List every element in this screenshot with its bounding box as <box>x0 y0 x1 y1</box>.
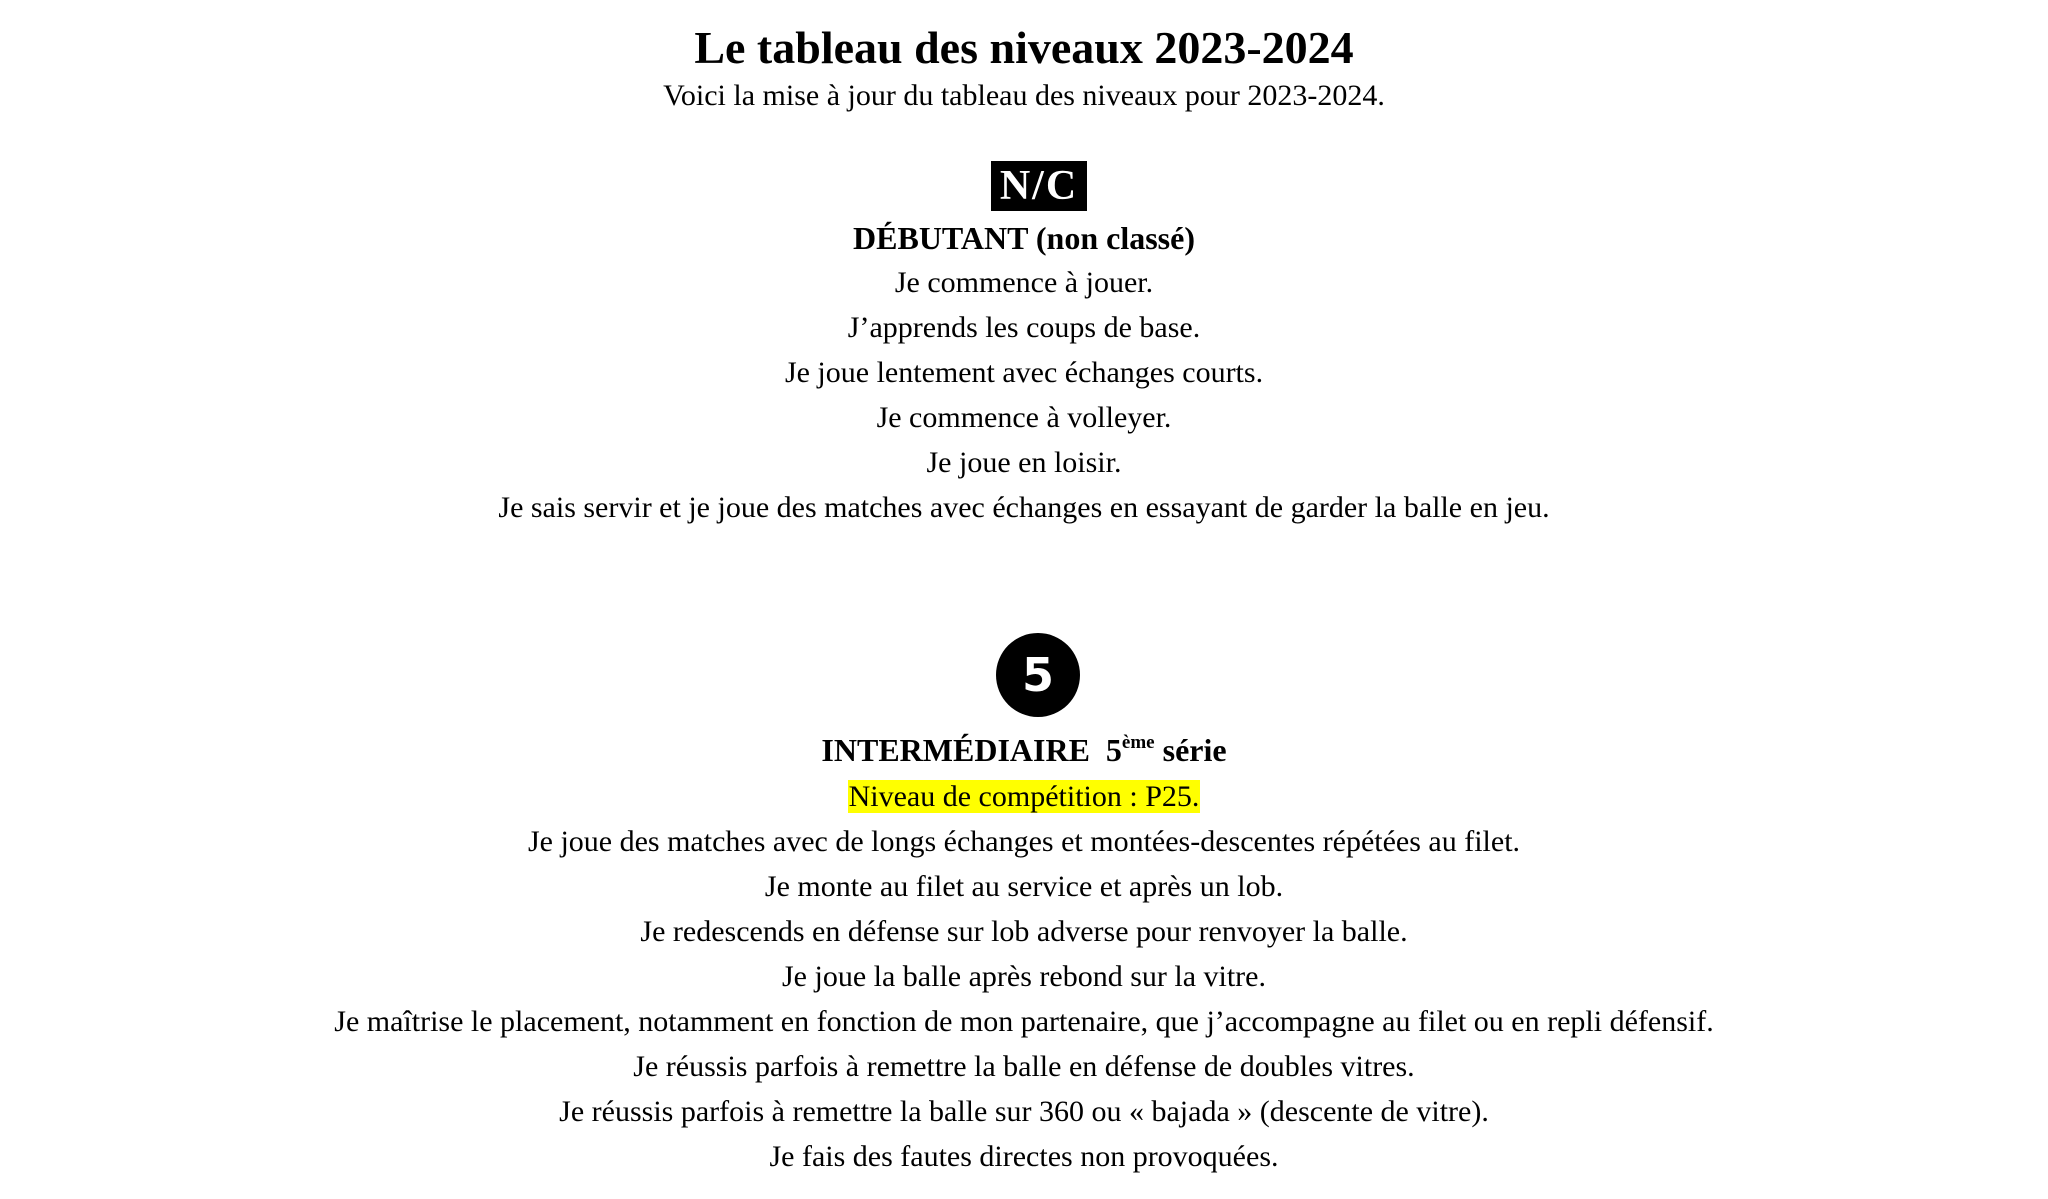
list-item: Je commence à jouer. <box>894 266 1154 299</box>
level-description-intermediaire <box>0 774 2048 1179</box>
level-heading-label: INTERMÉDIAIRE <box>821 732 1090 768</box>
list-item: Je joue des matches avec de longs échanges et montées-descentes répétées au filet. <box>527 825 1521 858</box>
page-subtitle: Voici la mise à jour du tableau des niveaux pour 2023-2024. <box>663 79 1385 112</box>
list-item: Je réussis parfois à remettre la balle sur 360 ou « bajada » (descente de vitre). <box>559 1095 1489 1128</box>
list-item: Je joue la balle après rebond sur la vitre. <box>782 960 1266 993</box>
page-title: Le tableau des niveaux 2023-2024 <box>694 22 1354 73</box>
list-item: J’apprends les coups de base. <box>847 311 1201 344</box>
list-item: Je réussis parfois à remettre la balle en défense de doubles vitres. <box>633 1050 1415 1083</box>
list-item: Je joue en loisir. <box>926 446 1122 479</box>
level-heading-series-suffix: série <box>1162 732 1227 768</box>
level-heading-debutant: DÉBUTANT (non classé) <box>853 220 1195 256</box>
level-heading-series-sup: ème <box>1121 732 1155 753</box>
list-item: Je sais servir et je joue des matches avec échanges en essayant de garder la balle en jeu. <box>498 491 1550 524</box>
competition-level-line <box>0 774 2048 819</box>
list-item: Je commence à volleyer. <box>876 401 1172 434</box>
level-badge-5: 5 <box>996 633 1080 717</box>
list-item: Je joue lentement avec échanges courts. <box>784 356 1264 389</box>
list-item: Je maîtrise le placement, notamment en fonction de mon partenaire, que j’accompagne au filet ou en repli défensif. <box>334 1005 1714 1038</box>
list-item: Je fais des fautes directes non provoquées. <box>769 1140 1279 1173</box>
level-heading-series-number: 5 <box>1105 732 1122 768</box>
list-item: Je monte au filet au service et après un lob. <box>764 870 1284 903</box>
competition-level-highlight: Niveau de compétition : P25. <box>848 780 1200 813</box>
level-badge-nc: N/C <box>991 161 1087 211</box>
level-description-debutant <box>0 260 2048 530</box>
list-item: Je redescends en défense sur lob adverse pour renvoyer la balle. <box>640 915 1408 948</box>
level-heading-intermediaire <box>0 728 2048 772</box>
